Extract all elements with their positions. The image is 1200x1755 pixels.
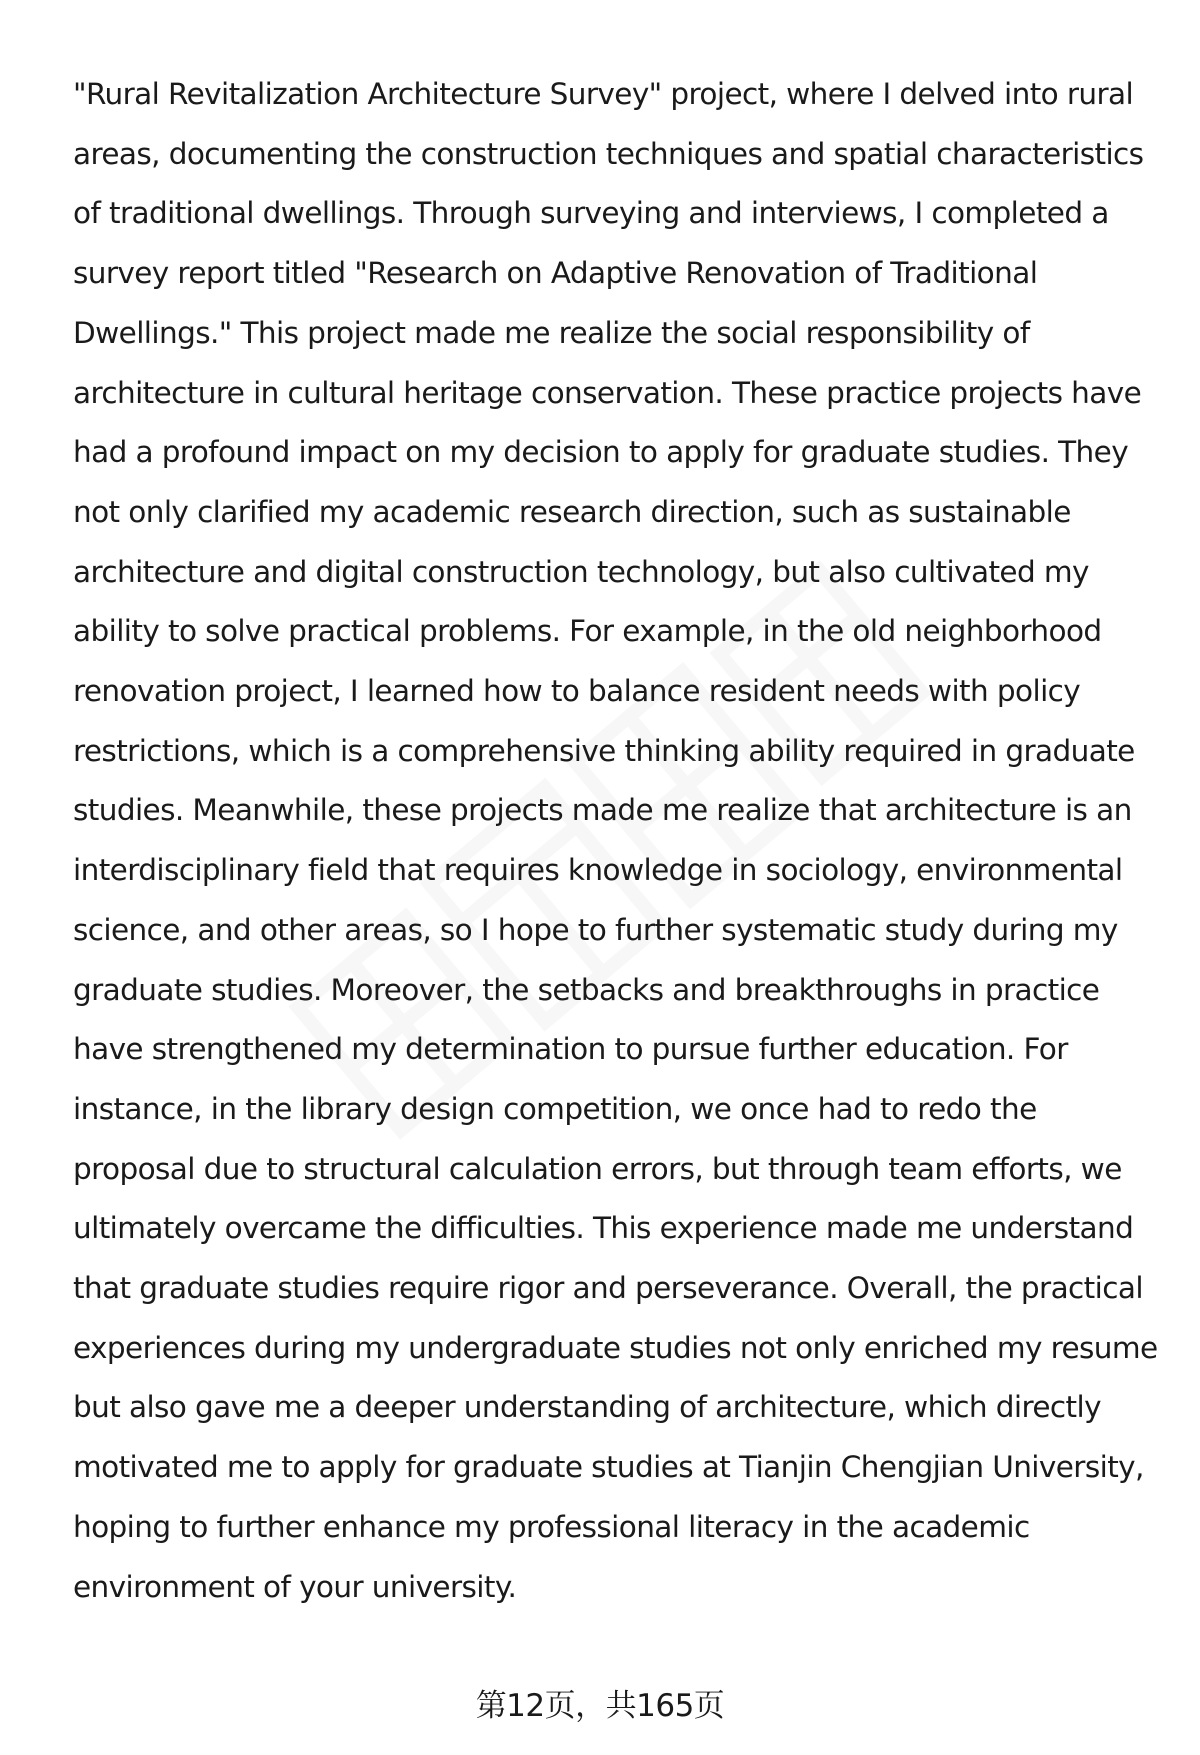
page-footer: 第12页，共165页 (475, 1688, 725, 1724)
document-body-text: "Rural Revitalization Architecture Survey" project, where I delved into rural areas, documenting the construction techniques and spatial characteristics of traditional dwellings. Through surveying and interviews, I completed a survey report titled "Research on Adaptive Renovation of Traditional Dwellings." This project made me realize the social responsibility of architecture in cultural heritage conservation. These practice projects have had a profound impact on my decision to apply for graduate studies. They not only clarified my academic research direction, such as sustainable architecture and digital construction technology, but also cultivated my ability to solve practical problems. For example, in the old neighborhood renovation project, I learned how to balance resident needs with policy restrictions, which is a comprehensive thinking ability required in graduate studies. Meanwhile, these projects made me realize that architecture is an interdisciplinary field that requires knowledge in sociology, environmental science, and other areas, so I hope to further systematic study during my graduate studies. Moreover, the setbacks and breakthroughs in practice have strengthened my determination to pursue further education. For instance, in the library design competition, we once had to redo the proposal due to structural calculation errors, but through team efforts, we ultimately overcame the difficulties. This experience made me understand that graduate studies require rigor and perseverance. Overall, the practical experiences during my undergraduate studies not only enriched my resume but also gave me a deeper understanding of architecture, which directly motivated me to apply for graduate studies at Tianjin Chengjian University, hoping to further enhance my professional literacy in the academic environment of your university. (73, 77, 1158, 1604)
